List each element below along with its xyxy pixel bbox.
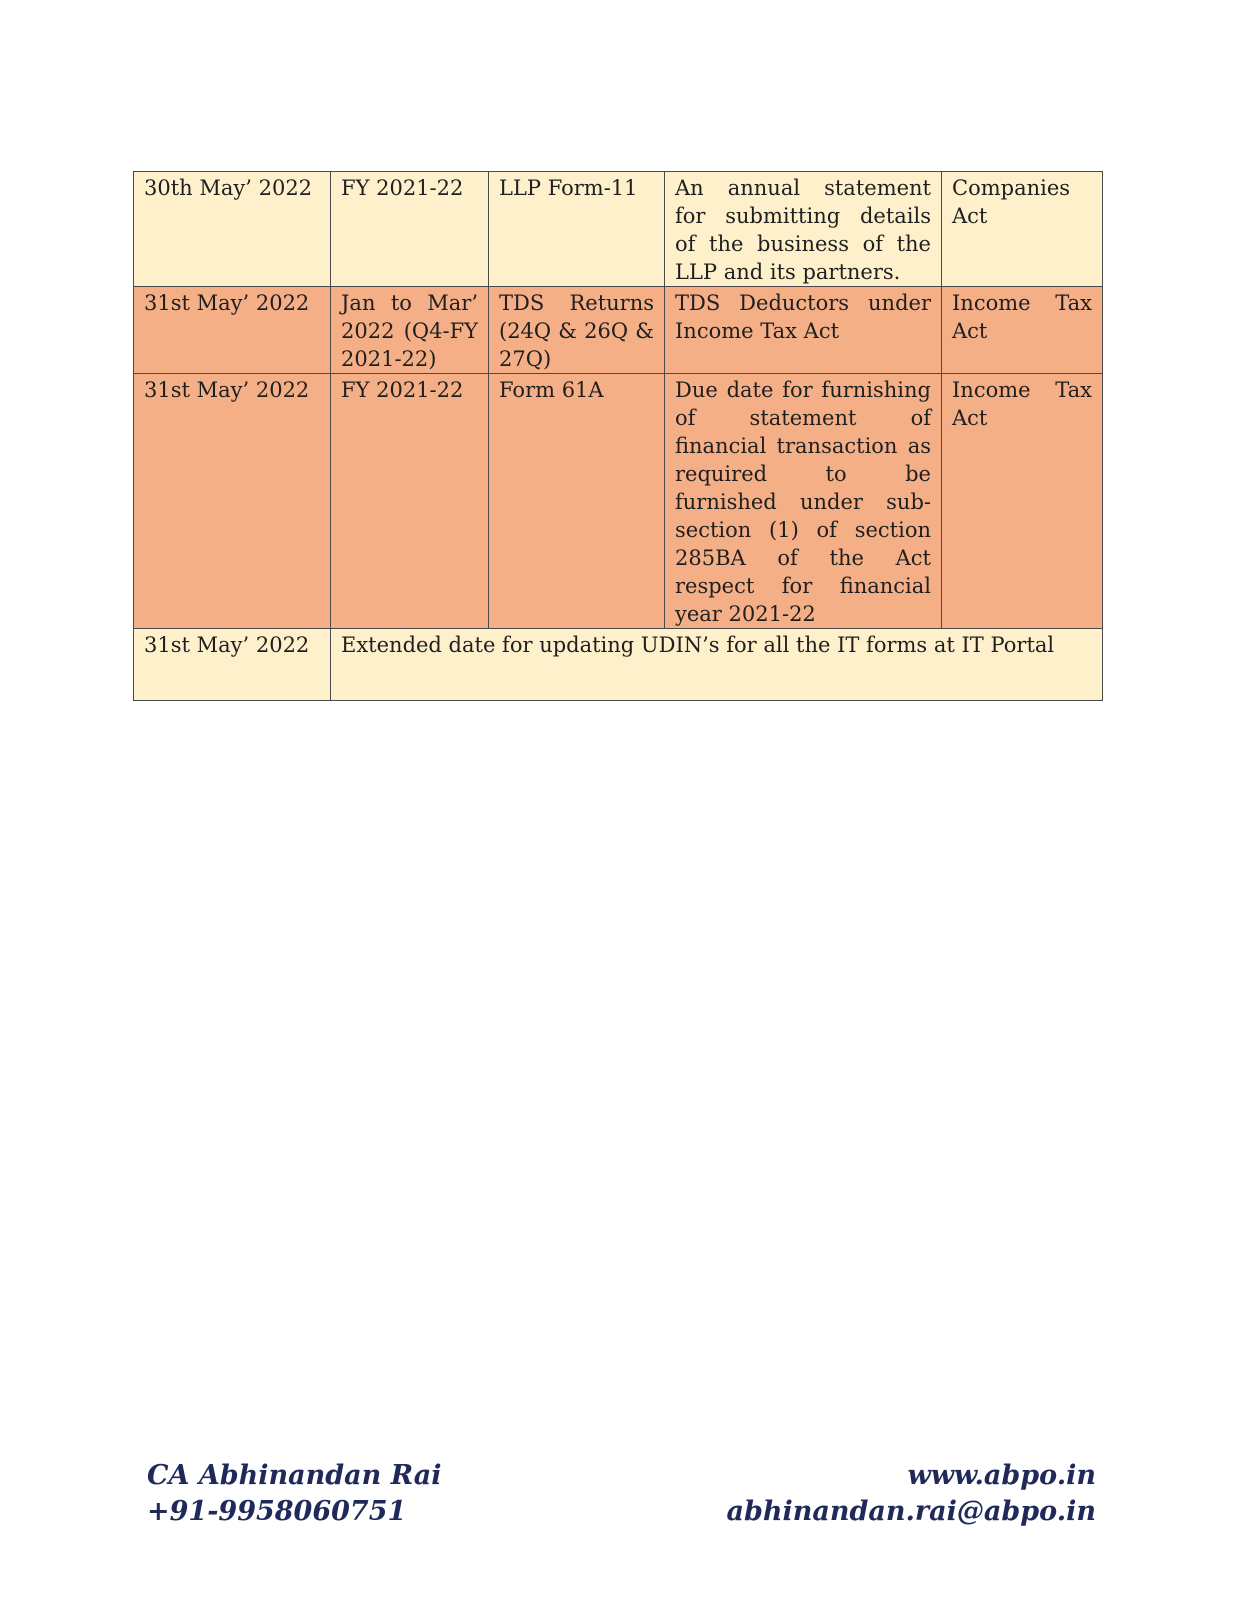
period-cell: FY 2021-22 xyxy=(331,374,489,629)
due-date-cell: 31st May’ 2022 xyxy=(134,374,331,629)
description-cell: An annual statement for submitting details of the business of the LLP and its partners. xyxy=(665,172,942,287)
footer-contact-left xyxy=(147,1458,442,1530)
period-cell: FY 2021-22 xyxy=(331,172,489,287)
phone-number: +91-9958060751 xyxy=(147,1496,407,1527)
period-cell: Jan to Mar’ 2022 (Q4-FY 2021-22) xyxy=(331,287,489,374)
act-cell: Companies Act xyxy=(942,172,1103,287)
due-date-cell: 31st May’ 2022 xyxy=(134,629,331,701)
form-cell: Form 61A xyxy=(489,374,665,629)
due-date-cell: 30th May’ 2022 xyxy=(134,172,331,287)
table-row xyxy=(134,374,1103,629)
act-cell: Income Tax Act xyxy=(942,287,1103,374)
table-row xyxy=(134,287,1103,374)
footer-contact-right xyxy=(727,1458,1096,1530)
website-link[interactable]: www.abpo.in xyxy=(907,1460,1096,1491)
description-cell: TDS Deductors under Income Tax Act xyxy=(665,287,942,374)
description-cell: Due date for furnishing of statement of financial transaction as required to be furnished under sub-section (1) of section 285BA of the Act respect for financial year 2021-22 xyxy=(665,374,942,629)
due-date-cell: 31st May’ 2022 xyxy=(134,287,331,374)
table-row xyxy=(134,629,1103,701)
compliance-schedule-table xyxy=(133,171,1103,701)
email-link[interactable]: abhinandan.rai@abpo.in xyxy=(726,1496,1096,1527)
form-cell: TDS Returns (24Q & 26Q & 27Q) xyxy=(489,287,665,374)
act-cell: Income Tax Act xyxy=(942,374,1103,629)
form-cell: LLP Form-11 xyxy=(489,172,665,287)
table-row xyxy=(134,172,1103,287)
note-cell: Extended date for updating UDIN’s for all the IT forms at IT Portal xyxy=(331,629,1103,701)
author-name: CA Abhinandan Rai xyxy=(147,1460,442,1491)
